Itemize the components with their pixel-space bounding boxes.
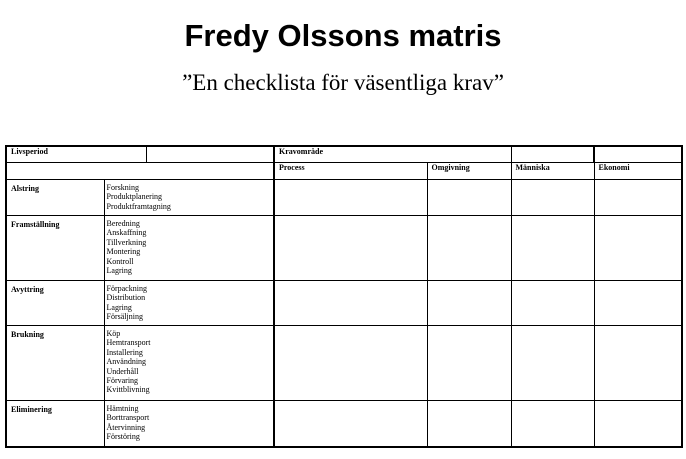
substep: Borttransport <box>106 413 150 423</box>
substep: Produktplanering <box>106 192 163 202</box>
substep: Beredning <box>106 219 140 228</box>
cell-manniska <box>511 216 594 281</box>
substep: Tillverkning <box>106 237 147 247</box>
stage-substeps <box>104 216 274 281</box>
cell-manniska <box>511 326 594 401</box>
substep: Köp <box>106 329 121 338</box>
column-header-ekonomi: Ekonomi <box>594 163 682 180</box>
stage-substeps <box>104 401 274 447</box>
kravomrade-value <box>511 146 594 163</box>
substep: Hämtning <box>106 404 139 413</box>
substep: Montering <box>106 247 141 257</box>
cell-omgivning <box>427 180 511 216</box>
matrix-header-row <box>6 146 682 163</box>
cell-ekonomi <box>594 401 682 447</box>
cell-manniska <box>511 401 594 447</box>
substep: Underhåll <box>106 366 139 376</box>
substep: Förvaring <box>106 376 139 386</box>
cell-process <box>274 326 427 401</box>
substep: Forskning <box>106 183 139 192</box>
substep: Återvinning <box>106 422 146 432</box>
page-title: Fredy Olssons matris <box>184 18 502 53</box>
requirements-matrix <box>5 145 683 448</box>
substep: Installering <box>106 347 143 357</box>
stage-name: Eliminering <box>6 401 104 447</box>
cell-process <box>274 281 427 326</box>
column-header-manniska: Människa <box>511 163 594 180</box>
stage-row-avyttring <box>6 281 682 326</box>
substep: Kontroll <box>106 256 134 266</box>
livsperiod-value <box>146 146 274 163</box>
substep: Produktframtagning <box>106 201 171 211</box>
cell-omgivning <box>427 216 511 281</box>
cell-ekonomi <box>594 281 682 326</box>
page-subtitle: ”En checklista för väsentliga krav” <box>182 70 504 95</box>
substep: Lagring <box>106 266 132 276</box>
livsperiod-label: Livsperiod <box>6 146 146 163</box>
cell-omgivning <box>427 281 511 326</box>
substep: Hemtransport <box>106 338 151 348</box>
cell-process <box>274 401 427 447</box>
cell-ekonomi <box>594 216 682 281</box>
substep: Kvittblivning <box>106 385 150 395</box>
column-header-process: Process <box>274 163 427 180</box>
substep: Lagring <box>106 302 132 312</box>
cell-process <box>274 216 427 281</box>
header-spare <box>594 146 682 163</box>
cell-manniska <box>511 281 594 326</box>
stage-row-framstallning <box>6 216 682 281</box>
kravomrade-label: Kravområde <box>274 146 511 163</box>
substep: Försäljning <box>106 312 143 322</box>
cell-ekonomi <box>594 180 682 216</box>
cell-ekonomi <box>594 326 682 401</box>
cell-manniska <box>511 180 594 216</box>
stage-row-alstring <box>6 180 682 216</box>
stage-substeps <box>104 326 274 401</box>
stage-row-eliminering <box>6 401 682 447</box>
stage-row-brukning <box>6 326 682 401</box>
substep: Förstöring <box>106 432 140 442</box>
stage-name: Avyttring <box>6 281 104 326</box>
stage-name: Framställning <box>6 216 104 281</box>
substep: Distribution <box>106 293 146 303</box>
cell-omgivning <box>427 326 511 401</box>
substep: Anskaffning <box>106 228 147 238</box>
cell-process <box>274 180 427 216</box>
stage-substeps <box>104 281 274 326</box>
stage-substeps <box>104 180 274 216</box>
cell-omgivning <box>427 401 511 447</box>
stage-name: Brukning <box>6 326 104 401</box>
column-header-omgivning: Omgivning <box>427 163 511 180</box>
substep: Användning <box>106 357 147 367</box>
stage-name: Alstring <box>6 180 104 216</box>
column-header-blank <box>6 163 274 180</box>
matrix-column-header-row <box>6 163 682 180</box>
substep: Förpackning <box>106 284 147 293</box>
